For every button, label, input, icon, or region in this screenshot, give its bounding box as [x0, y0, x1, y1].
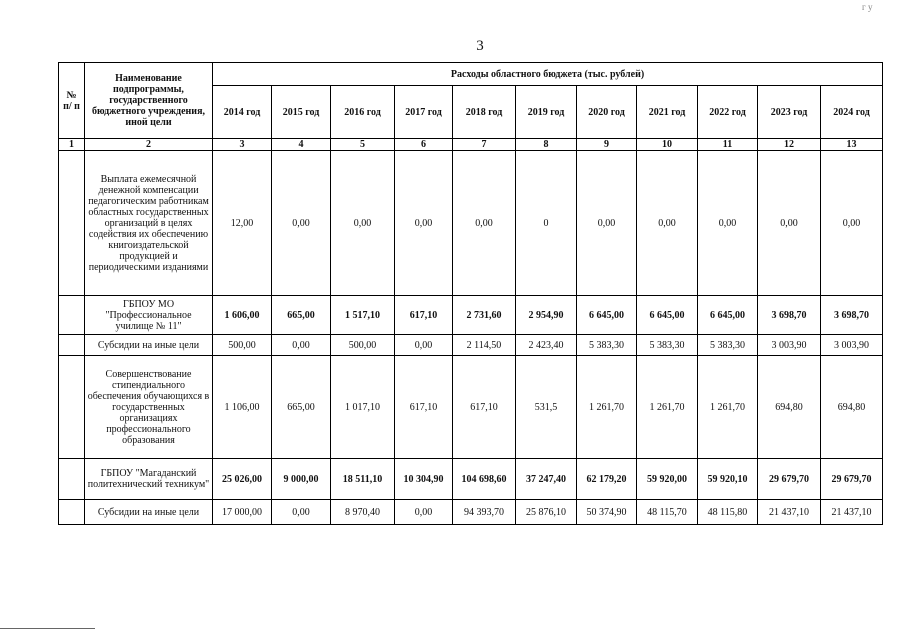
value-cell: 3 698,70 [821, 296, 883, 335]
value-cell: 0,00 [577, 151, 637, 296]
value-cell: 0,00 [272, 500, 331, 525]
value-cell: 0,00 [698, 151, 758, 296]
scan-corner-mark: г у [862, 2, 873, 12]
value-cell: 25 026,00 [213, 459, 272, 500]
column-number: 2 [85, 139, 213, 151]
year-header: 2014 год [213, 86, 272, 139]
table-row [59, 459, 883, 500]
value-cell: 3 698,70 [758, 296, 821, 335]
value-cell: 5 383,30 [698, 335, 758, 356]
table-row [59, 335, 883, 356]
value-cell: 6 645,00 [577, 296, 637, 335]
column-header-name: Наименование подпрограммы, государственного бюджетного учреждения, иной цели [85, 63, 213, 139]
year-header: 2023 год [758, 86, 821, 139]
value-cell: 18 511,10 [331, 459, 395, 500]
row-number [59, 500, 85, 525]
value-cell: 29 679,70 [821, 459, 883, 500]
column-number-row [59, 139, 883, 151]
value-cell: 21 437,10 [758, 500, 821, 525]
value-cell: 17 000,00 [213, 500, 272, 525]
value-cell: 617,10 [453, 356, 516, 459]
year-header: 2016 год [331, 86, 395, 139]
value-cell: 2 731,60 [453, 296, 516, 335]
row-name: Субсидии на иные цели [85, 500, 213, 525]
budget-table [58, 62, 883, 525]
value-cell: 5 383,30 [577, 335, 637, 356]
value-cell: 694,80 [821, 356, 883, 459]
column-number: 4 [272, 139, 331, 151]
row-name: Выплата ежемесячной денежной компенсации педагогическим работникам областных государственных организаций в целях содействия их обеспечению книгоиздательской продукцией и периодическими изданиями [85, 151, 213, 296]
value-cell: 3 003,90 [758, 335, 821, 356]
table-header-row [59, 63, 883, 86]
value-cell: 25 876,10 [516, 500, 577, 525]
column-number: 7 [453, 139, 516, 151]
value-cell: 10 304,90 [395, 459, 453, 500]
row-number [59, 459, 85, 500]
value-cell: 0,00 [453, 151, 516, 296]
value-cell: 665,00 [272, 356, 331, 459]
value-cell: 50 374,90 [577, 500, 637, 525]
value-cell: 3 003,90 [821, 335, 883, 356]
value-cell: 1 517,10 [331, 296, 395, 335]
value-cell: 2 114,50 [453, 335, 516, 356]
year-header: 2019 год [516, 86, 577, 139]
year-header: 2022 год [698, 86, 758, 139]
value-cell: 6 645,00 [698, 296, 758, 335]
value-cell: 59 920,10 [698, 459, 758, 500]
value-cell: 104 698,60 [453, 459, 516, 500]
value-cell: 1 261,70 [637, 356, 698, 459]
column-header-number: № п/ п [59, 63, 85, 139]
value-cell: 0,00 [758, 151, 821, 296]
value-cell: 29 679,70 [758, 459, 821, 500]
value-cell: 0,00 [272, 335, 331, 356]
year-header: 2024 год [821, 86, 883, 139]
column-number: 11 [698, 139, 758, 151]
value-cell: 0,00 [395, 500, 453, 525]
row-name: ГБПОУ МО "Профессиональное училище № 11" [85, 296, 213, 335]
value-cell: 2 423,40 [516, 335, 577, 356]
row-name: Субсидии на иные цели [85, 335, 213, 356]
value-cell: 531,5 [516, 356, 577, 459]
value-cell: 62 179,20 [577, 459, 637, 500]
year-header: 2021 год [637, 86, 698, 139]
value-cell: 500,00 [213, 335, 272, 356]
row-number [59, 356, 85, 459]
year-header: 2020 год [577, 86, 637, 139]
value-cell: 12,00 [213, 151, 272, 296]
value-cell: 2 954,90 [516, 296, 577, 335]
column-group-header: Расходы областного бюджета (тыс. рублей) [213, 63, 883, 86]
value-cell: 1 106,00 [213, 356, 272, 459]
value-cell: 6 645,00 [637, 296, 698, 335]
column-number: 13 [821, 139, 883, 151]
table-row [59, 296, 883, 335]
value-cell: 9 000,00 [272, 459, 331, 500]
value-cell: 0,00 [272, 151, 331, 296]
value-cell: 1 261,70 [577, 356, 637, 459]
value-cell: 1 261,70 [698, 356, 758, 459]
value-cell: 0,00 [637, 151, 698, 296]
row-number [59, 335, 85, 356]
value-cell: 1 017,10 [331, 356, 395, 459]
table-row [59, 500, 883, 525]
column-number: 10 [637, 139, 698, 151]
table-row [59, 151, 883, 296]
value-cell: 37 247,40 [516, 459, 577, 500]
scan-edge-line [0, 628, 95, 629]
row-number [59, 151, 85, 296]
table-row [59, 356, 883, 459]
row-number [59, 296, 85, 335]
value-cell: 617,10 [395, 296, 453, 335]
value-cell: 500,00 [331, 335, 395, 356]
value-cell: 59 920,00 [637, 459, 698, 500]
value-cell: 94 393,70 [453, 500, 516, 525]
column-number: 5 [331, 139, 395, 151]
value-cell: 1 606,00 [213, 296, 272, 335]
column-number: 3 [213, 139, 272, 151]
column-number: 12 [758, 139, 821, 151]
row-name: ГБПОУ "Магаданский политехнический техникум" [85, 459, 213, 500]
column-number: 6 [395, 139, 453, 151]
column-number: 1 [59, 139, 85, 151]
value-cell: 8 970,40 [331, 500, 395, 525]
value-cell: 0,00 [395, 151, 453, 296]
value-cell: 48 115,70 [637, 500, 698, 525]
value-cell: 5 383,30 [637, 335, 698, 356]
value-cell: 0,00 [331, 151, 395, 296]
column-number: 9 [577, 139, 637, 151]
column-number: 8 [516, 139, 577, 151]
value-cell: 0 [516, 151, 577, 296]
page-number: 3 [476, 38, 484, 54]
value-cell: 665,00 [272, 296, 331, 335]
value-cell: 21 437,10 [821, 500, 883, 525]
value-cell: 694,80 [758, 356, 821, 459]
year-header: 2017 год [395, 86, 453, 139]
year-header: 2018 год [453, 86, 516, 139]
row-name: Совершенствование стипендиального обеспечения обучающихся в государственных организациях профессионального образования [85, 356, 213, 459]
value-cell: 617,10 [395, 356, 453, 459]
value-cell: 0,00 [395, 335, 453, 356]
value-cell: 0,00 [821, 151, 883, 296]
year-header: 2015 год [272, 86, 331, 139]
value-cell: 48 115,80 [698, 500, 758, 525]
